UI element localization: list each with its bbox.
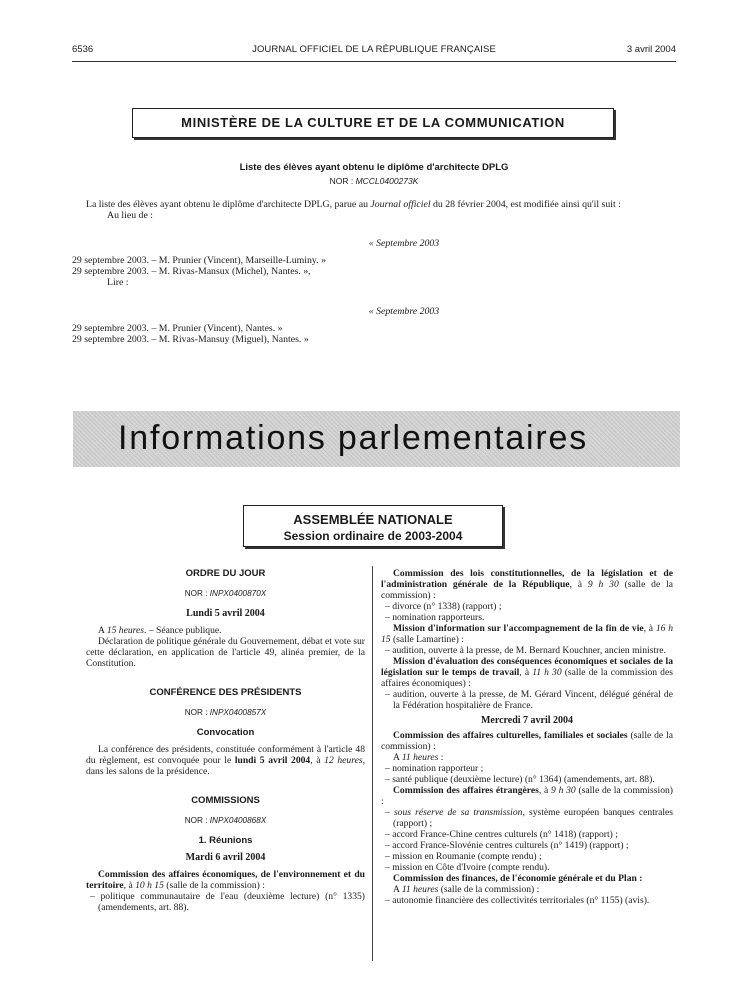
mission-entry [381,656,673,689]
nor-code: INPX0400870X [209,589,267,598]
date: lundi 5 avril 2004 [234,755,311,766]
commission-name: Commission des affaires économiques, de l'environnement et du territoire [86,869,365,891]
agenda-item: – accord France-Chine centres culturels (n° 1418) (rapport) ; [385,829,618,840]
reunions-heading: 1. Réunions [198,835,253,846]
text: A [393,884,402,895]
text: : [438,752,444,763]
commission-name: Commission des lois constitutionnelles, de la législation et de l'administration générale de la République [381,568,673,590]
agenda-item: – santé publique (deuxième lecture) (n° 1364) (amendements, art. 88). [385,774,655,785]
conference-heading: CONFÉRENCE DES PRÉSIDENTS [149,687,302,698]
commission-entry [381,873,673,884]
text: La conférence des présidents, constituée conformément à l'article 48 du règlement, est convoquée pour le [86,744,365,766]
au-lieu-de: Au lieu de : [107,210,153,221]
text: A [393,752,402,763]
time: 16 h 15 [381,623,673,645]
nor-reference [86,816,365,825]
column-divider [372,566,373,961]
intro-paragraph [86,199,676,211]
text: , à [569,579,588,590]
left-column [86,568,365,913]
act-title: Liste des élèves ayant obtenu le diplôme d'architecte DPLG [239,162,509,173]
commission-entry [381,568,673,601]
time: 9 h 30 [587,579,619,590]
agenda-item: – nomination rapporteur ; [385,763,484,774]
text: , à [538,785,552,796]
text: A [98,625,107,636]
time: 11 h 30 [532,667,562,678]
text: (salle de la commission) : [381,730,673,752]
ministry-title: MINISTÈRE DE LA CULTURE ET DE LA COMMUNICATION [181,115,565,130]
text: (salle Lamartine) : [390,634,464,645]
page-number: 6536 [72,44,94,55]
intro-journal: Journal officiel [370,199,431,210]
text: : [636,873,643,884]
time-line [381,884,673,895]
text: sous réserve de sa transmission [393,807,523,818]
commission-name: Commission des affaires étrangères [393,785,539,796]
header-rule [72,61,676,62]
journal-title: JOURNAL OFFICIEL DE LA RÉPUBLIQUE FRANÇAISE [252,44,496,55]
text: , à [310,755,325,766]
text: – [385,807,394,818]
text: (salle de la commission) : [438,884,540,895]
text: (salle de la commission des affaires économiques) : [381,667,673,689]
assembly-title: ASSEMBLÉE NATIONALE [293,512,453,527]
list-entry: 29 septembre 2003. – M. Prunier (Vincent), Marseille-Luminy. » [72,255,326,266]
agenda-item: – nomination rapporteurs. [385,612,485,623]
time: 11 heures [401,884,439,895]
lire-label: Lire : [107,277,129,288]
month-heading: « Septembre 2003 [368,306,440,317]
text: , dans les salons de la présidence. [86,755,365,777]
banner-title: Informations parlementaires [118,419,589,457]
declaration-text: Déclaration de politique générale du Gouvernement, débat et vote sur cette déclaration, en application de l'article 49, alinéa premier, de la Constitution. [86,636,365,669]
time-line [381,752,673,763]
day-heading: Lundi 5 avril 2004 [186,608,265,619]
text: (salle de la commission) : [163,880,265,891]
nor-code: MCCL0400273K [355,176,419,186]
text: , à [123,880,136,891]
month-heading: « Septembre 2003 [368,238,440,249]
day-heading: Mardi 6 avril 2004 [185,852,266,863]
mission-entry [381,623,673,645]
commission-name: Commission des finances, de l'économie générale et du Plan [393,873,637,884]
list-entry: 29 septembre 2003. – M. Prunier (Vincent), Nantes. » [72,323,283,334]
text: (salle de la commission) : [381,785,673,807]
nor-code: INPX0400868X [209,816,267,825]
agenda-item [381,807,673,829]
nor-reference [72,176,676,186]
commission-name: Commission des affaires culturelles, familiales et sociales [393,730,628,741]
text: , à [519,667,533,678]
convocation-heading: Convocation [196,727,255,738]
time: 15 heures [106,625,145,636]
session-title: Session ordinaire de 2003-2004 [283,529,463,543]
nor-label: NOR : [184,589,208,598]
nor-label: NOR : [184,816,208,825]
time: 10 h 15 [135,880,164,891]
convocation-text [86,744,365,777]
agenda-item: – accord France-Slovénie centres culturels (n° 1419) (rapport) ; [385,840,629,851]
text: (salle de la commission) : [381,579,673,601]
running-header [72,44,676,60]
ministry-title-box [132,108,614,138]
nor-code: INPX0400857X [209,708,267,717]
intro-text-end: du 28 février 2004, est modifiée ainsi qu'il suit : [430,199,621,210]
agenda-item: – audition, ouverte à la presse, de M. Gérard Vincent, délégué général de la Fédération hospitalière de France. [385,689,673,711]
time: 12 heures [324,755,363,766]
text: , système européen banques centrales (rapport) ; [393,807,673,829]
assembly-title-box [243,505,503,547]
agenda-item: – politique communautaire de l'eau (deuxième lecture) (n° 1335) (amendements, art. 88). [90,891,365,913]
text: , à [643,623,656,634]
issue-date: 3 avril 2004 [626,44,676,55]
text: . – Séance publique. [144,625,222,636]
right-column [381,568,673,906]
list-entry: 29 septembre 2003. – M. Rivas-Mansuy (Miguel), Nantes. » [72,334,309,345]
commission-entry [381,785,673,807]
sitting-line [86,625,365,636]
nor-label: NOR : [184,708,208,717]
agenda-item: – autonomie financière des collectivités territoriales (n° 1155) (avis). [385,895,650,906]
commission-entry [381,730,673,752]
mission-name: Mission d'évaluation des conséquences économiques et sociales de la législation sur le temps de travail [381,656,673,678]
agenda-item: – mission en Roumanie (compte rendu) ; [385,851,542,862]
list-entry: 29 septembre 2003. – M. Rivas-Mansux (Michel), Nantes. », [72,266,311,277]
agenda-item: – audition, ouverte à la presse, de M. Bernard Kouchner, ancien ministre. [385,645,666,656]
day-heading: Mercredi 7 avril 2004 [480,715,574,726]
agenda-item: – divorce (n° 1338) (rapport) ; [385,601,502,612]
time: 11 heures [401,752,439,763]
commissions-heading: COMMISSIONS [191,795,260,806]
agenda-item: – mission en Côte d'Ivoire (compte rendu). [385,862,550,873]
time: 9 h 30 [551,785,576,796]
nor-reference [86,708,365,717]
mission-name: Mission d'information sur l'accompagnement de la fin de vie [393,623,644,634]
commission-entry [86,869,365,891]
nor-label: NOR : [329,176,354,186]
nor-reference [86,589,365,598]
ordre-du-jour-heading: ORDRE DU JOUR [185,568,266,579]
intro-text: La liste des élèves ayant obtenu le diplôme d'architecte DPLG, parue au [86,199,371,210]
